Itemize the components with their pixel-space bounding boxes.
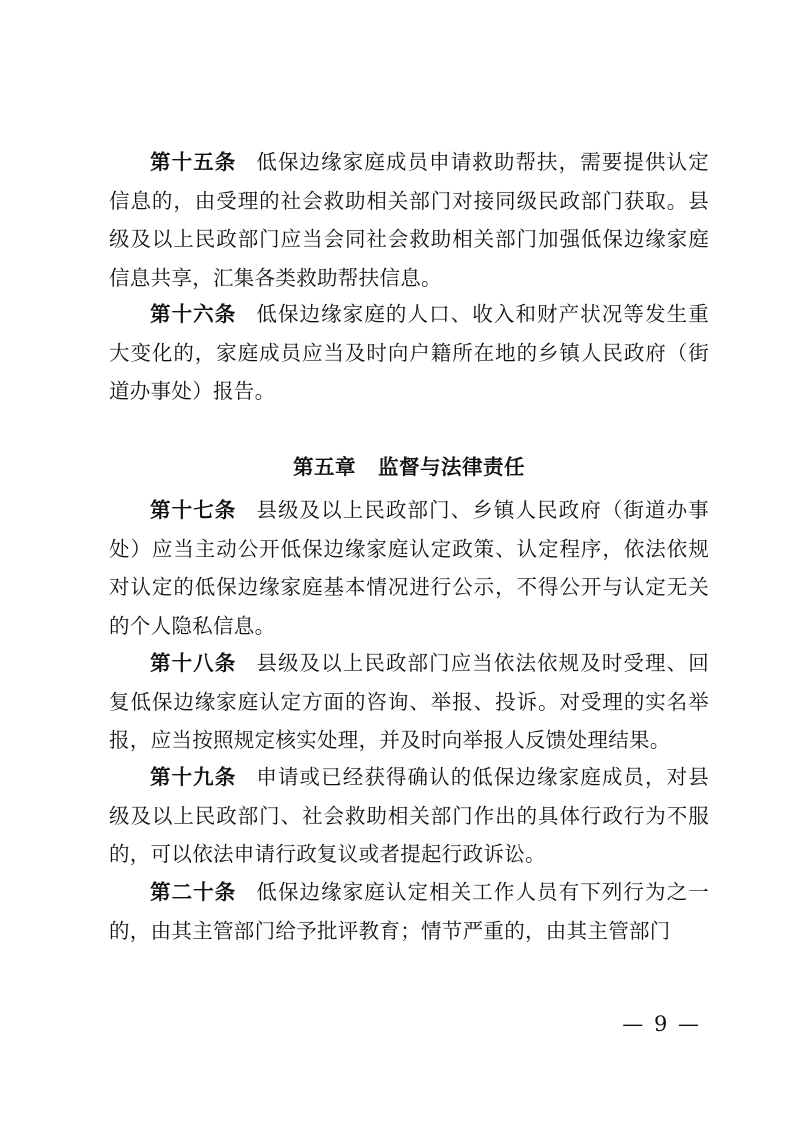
article-16-title: 第十六条 [150, 302, 237, 326]
article-20-title: 第二十条 [150, 880, 237, 904]
article-17-text: 县级及以上民政部门、乡镇人民政府（街道办事处）应当主动公开低保边缘家庭认定政策、认定程序，依法依规对认定的低保边缘家庭基本情况进行公示，不得公开与认定无关的个人隐私信息。 [109, 498, 709, 638]
article-16-text: 低保边缘家庭的人口、收入和财产状况等发生重大变化的，家庭成员应当及时向户籍所在地的乡镇人民政府（街道办事处）报告。 [109, 302, 709, 403]
article-19-text: 申请或已经获得确认的低保边缘家庭成员，对县级及以上民政部门、社会救助相关部门作出的具体行政行为不服的，可以依法申请行政复议或者提起行政诉讼。 [109, 765, 709, 866]
article-15-text: 低保边缘家庭成员申请救助帮扶，需要提供认定信息的，由受理的社会救助相关部门对接同级民政部门获取。县级及以上民政部门应当会同社会救助相关部门加强低保边缘家庭信息共享，汇集各类救助帮扶信息。 [109, 150, 709, 290]
article-15-title: 第十五条 [150, 150, 237, 174]
article-17 [109, 491, 709, 645]
article-19 [109, 758, 709, 874]
article-19-title: 第十九条 [150, 765, 237, 789]
article-18-title: 第十八条 [150, 651, 237, 675]
article-17-title: 第十七条 [150, 498, 237, 522]
chapter-number: 第五章 [293, 455, 356, 479]
article-16 [109, 295, 709, 411]
article-18-text: 县级及以上民政部门应当依法依规及时受理、回复低保边缘家庭认定方面的咨询、举报、投诉。对受理的实名举报，应当按照规定核实处理，并及时向举报人反馈处理结果。 [109, 651, 709, 752]
article-18 [109, 644, 709, 760]
page-number: — 9 — [622, 1012, 701, 1036]
article-20 [109, 873, 709, 950]
article-15 [109, 143, 709, 297]
chapter-heading [109, 452, 709, 482]
article-20-text: 低保边缘家庭认定相关工作人员有下列行为之一的，由其主管部门给予批评教育；情节严重的，由其主管部门 [109, 880, 709, 943]
chapter-title: 监督与法律责任 [378, 455, 525, 479]
